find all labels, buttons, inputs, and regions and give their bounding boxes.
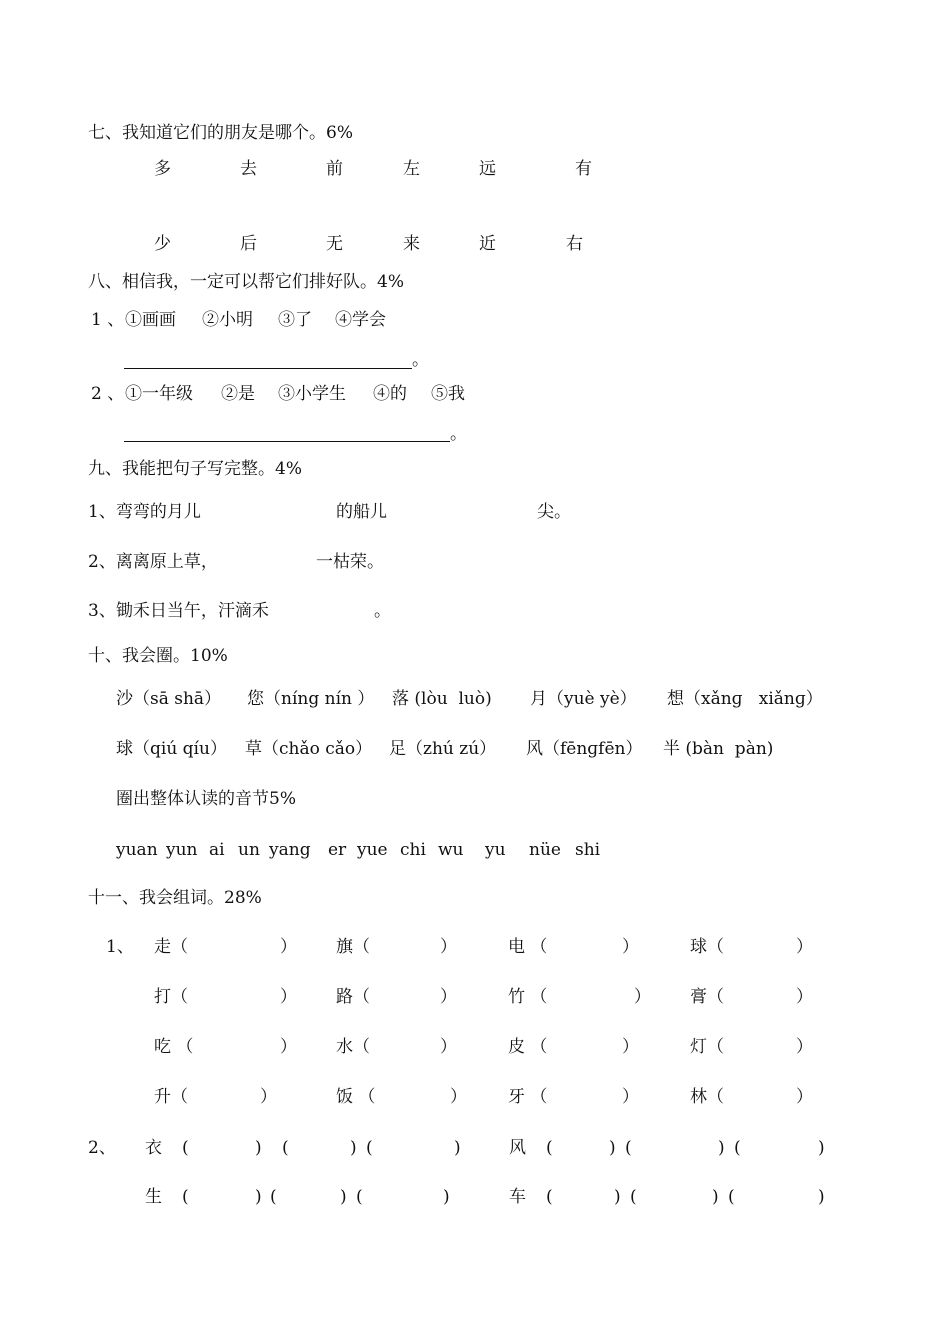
word: 无 (326, 234, 343, 254)
syllable[interactable]: yue (357, 840, 388, 860)
char-open: 升（ (154, 1087, 188, 1107)
pinyin-choice[interactable]: 月（yuè yè） (530, 689, 637, 709)
word: 远 (479, 159, 496, 179)
pinyin-choice[interactable]: 足（zhú zú） (389, 739, 497, 759)
poem-line-3-end: 。 (374, 601, 391, 621)
base-char: 车 (509, 1187, 526, 1207)
paren-close[interactable]: ) (818, 1138, 825, 1158)
word: 去 (240, 159, 257, 179)
paren-open[interactable]: ( (546, 1187, 553, 1207)
char-open: 皮 （ (508, 1037, 548, 1057)
paren-open[interactable]: ( (182, 1138, 189, 1158)
word: 后 (240, 234, 257, 254)
section-9-heading: 九、我能把句子写完整。4% (88, 459, 302, 479)
word: 少 (154, 234, 171, 254)
paren-open[interactable]: ( (282, 1138, 289, 1158)
word: 有 (575, 159, 592, 179)
poem-line-1-start: 1、弯弯的月儿 (88, 502, 201, 522)
pinyin-choice[interactable]: 落 (lòu luò) (392, 689, 492, 709)
char-open: 旗（ (336, 937, 370, 957)
word-chip: ①一年级 (125, 384, 193, 404)
paren-open[interactable]: ( (728, 1187, 735, 1207)
char-open: 饭 （ (336, 1087, 376, 1107)
pinyin-choice[interactable]: 沙（sā shā） (116, 689, 222, 709)
word-chip: ③了 (278, 310, 312, 330)
paren-open[interactable]: ( (546, 1138, 553, 1158)
paren-close[interactable]: ） (440, 1037, 457, 1057)
poem-line-1-mid: 的船儿 (336, 502, 387, 522)
syllable[interactable]: ai (209, 840, 225, 860)
pinyin-choice[interactable]: 风（fēnɡfēn） (526, 739, 643, 759)
paren-close[interactable]: ） (796, 987, 813, 1007)
section-11-heading: 十一、我会组词。28% (88, 888, 262, 908)
char-open: 灯（ (690, 1037, 724, 1057)
paren-close[interactable]: ) (818, 1187, 825, 1207)
poem-line-2-start: 2、离离原上草， (88, 552, 218, 572)
paren-close[interactable]: ） (622, 937, 639, 957)
char-open: 竹 （ (508, 987, 548, 1007)
word: 多 (154, 159, 171, 179)
syllable[interactable]: yu (485, 840, 506, 860)
char-open: 牙 （ (508, 1087, 548, 1107)
word-chip: ②是 (221, 384, 255, 404)
paren-close[interactable]: ） (280, 937, 297, 957)
answer-line[interactable] (124, 368, 412, 369)
char-open: 球（ (690, 937, 724, 957)
syllable[interactable]: yuan (116, 840, 158, 860)
word-chip: ③小学生 (278, 384, 346, 404)
paren-close[interactable]: ) (454, 1138, 461, 1158)
sentence-end: 。 (412, 350, 429, 370)
paren-open[interactable]: ( (356, 1187, 363, 1207)
syllable[interactable]: yun (166, 840, 198, 860)
paren-close[interactable]: ） (796, 1037, 813, 1057)
paren-open[interactable]: ( (734, 1138, 741, 1158)
syllable[interactable]: un (238, 840, 260, 860)
syllable[interactable]: nüe (529, 840, 561, 860)
section-7-heading: 七、我知道它们的朋友是哪个。6% (88, 123, 353, 143)
syllable[interactable]: shi (575, 840, 601, 860)
paren-close[interactable]: ） (622, 1037, 639, 1057)
sentence-end: 。 (450, 424, 467, 444)
syllable[interactable]: wu (438, 840, 464, 860)
paren-close[interactable]: ) (712, 1187, 719, 1207)
word: 前 (326, 159, 343, 179)
paren-close[interactable]: ） (440, 987, 457, 1007)
paren-close[interactable]: ) (255, 1187, 262, 1207)
paren-close[interactable]: ） (796, 1087, 813, 1107)
paren-close[interactable]: ) (614, 1187, 621, 1207)
word: 近 (479, 234, 496, 254)
paren-close[interactable]: ) (718, 1138, 725, 1158)
base-char: 风 (509, 1138, 526, 1158)
paren-close[interactable]: ) (340, 1187, 347, 1207)
paren-close[interactable]: ) (350, 1138, 357, 1158)
paren-close[interactable]: ） (280, 1037, 297, 1057)
paren-close[interactable]: ) (609, 1138, 616, 1158)
paren-close[interactable]: ) (443, 1187, 450, 1207)
word: 来 (403, 234, 420, 254)
char-open: 吃 （ (154, 1037, 194, 1057)
char-open: 电 （ (508, 937, 548, 957)
paren-close[interactable]: ） (440, 937, 457, 957)
poem-line-2-end: 一枯荣。 (316, 552, 384, 572)
pinyin-choice[interactable]: 半 (bàn pàn) (663, 739, 774, 759)
syllable-instruction: 圈出整体认读的音节5% (116, 789, 296, 809)
word-chip: ②小明 (202, 310, 253, 330)
syllable[interactable]: chi (400, 840, 426, 860)
section-10-heading: 十、我会圈。10% (88, 646, 228, 666)
base-char: 生 (145, 1187, 162, 1207)
char-open: 打（ (154, 987, 188, 1007)
paren-open[interactable]: ( (625, 1138, 632, 1158)
paren-open[interactable]: ( (366, 1138, 373, 1158)
char-open: 膏（ (690, 987, 724, 1007)
poem-line-1-end: 尖。 (537, 502, 571, 522)
pinyin-choice[interactable]: 草（chǎo cǎo） (245, 739, 373, 759)
word: 左 (403, 159, 420, 179)
pinyin-choice[interactable]: 球（qiú qíu） (116, 739, 227, 759)
paren-close[interactable]: ） (280, 987, 297, 1007)
base-char: 衣 (145, 1138, 162, 1158)
syllable[interactable]: yang (269, 840, 311, 860)
paren-open[interactable]: ( (630, 1187, 637, 1207)
part-number: 2、 (88, 1138, 116, 1158)
question-number: 1 、 (91, 310, 125, 330)
paren-close[interactable]: ） (622, 1087, 639, 1107)
answer-line[interactable] (124, 441, 450, 442)
poem-line-3-start: 3、锄禾日当午，汗滴禾 (88, 601, 269, 621)
pinyin-choice[interactable]: 您（níng nín ） (247, 689, 375, 709)
word-chip: ④的 (373, 384, 407, 404)
syllable[interactable]: er (328, 840, 347, 860)
word-chip: ⑤我 (431, 384, 465, 404)
paren-close[interactable]: ） (796, 937, 813, 957)
paren-open[interactable]: ( (270, 1187, 277, 1207)
word-chip: ④学会 (335, 310, 386, 330)
char-open: 林（ (690, 1087, 724, 1107)
question-number: 2 、 (91, 384, 125, 404)
paren-close[interactable]: ） (450, 1087, 467, 1107)
word-chip: ①画画 (125, 310, 176, 330)
word: 右 (566, 234, 583, 254)
paren-close[interactable]: ） (260, 1087, 277, 1107)
section-8-heading: 八、相信我，一定可以帮它们排好队。4% (88, 272, 404, 292)
paren-close[interactable]: ） (634, 987, 651, 1007)
char-open: 走（ (154, 937, 188, 957)
part-number: 1、 (106, 937, 134, 957)
pinyin-choice[interactable]: 想（xǎnɡ xiǎnɡ） (667, 689, 823, 709)
paren-open[interactable]: ( (182, 1187, 189, 1207)
char-open: 水（ (336, 1037, 370, 1057)
paren-close[interactable]: ) (255, 1138, 262, 1158)
char-open: 路（ (336, 987, 370, 1007)
